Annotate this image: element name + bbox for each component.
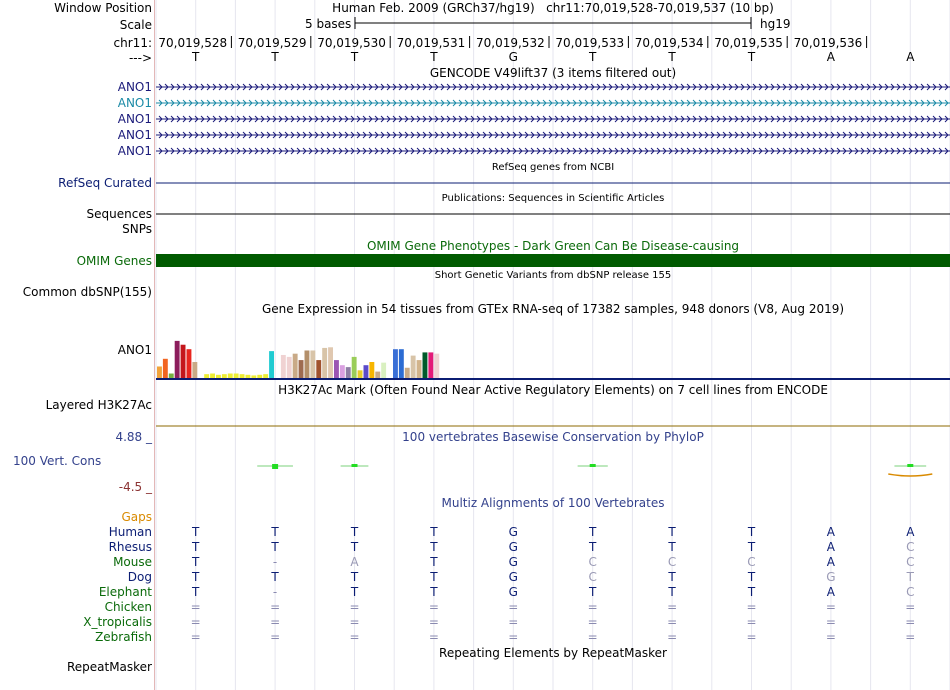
gtex-tissue-bar — [305, 350, 310, 378]
species-label[interactable]: Chicken — [104, 600, 152, 614]
gtex-tissue-bar — [299, 360, 304, 378]
phylop-score-mark — [352, 464, 358, 467]
reference-base: T — [668, 50, 676, 64]
window-position-label: Window Position — [54, 1, 152, 15]
phylop-label[interactable]: 100 Vert. Cons — [13, 454, 102, 468]
alignment-base: A — [350, 555, 359, 569]
ruler-position[interactable]: 70,019,533 — [555, 36, 625, 50]
alignment-base: = — [905, 630, 916, 644]
alignment-base: = — [270, 615, 281, 629]
multiz-title[interactable]: Multiz Alignments of 100 Vertebrates — [441, 496, 665, 510]
gtex-tissue-bar — [369, 362, 374, 378]
gtex-tissue-bar — [251, 375, 256, 378]
phylop-score-mark — [907, 464, 913, 467]
gtex-tissue-bar — [352, 357, 357, 378]
alignment-base: T — [668, 540, 676, 554]
gtex-tissue-bar — [293, 354, 298, 378]
phylop-negative-mark — [888, 474, 932, 476]
gtex-tissue-bar — [428, 352, 433, 378]
alignment-base: = — [190, 615, 201, 629]
alignment-base: - — [272, 585, 278, 599]
h3k27ac-label[interactable]: Layered H3K27Ac — [45, 398, 152, 412]
gencode-title[interactable]: GENCODE V49lift37 (3 items filtered out) — [429, 66, 677, 80]
alignment-base: = — [587, 615, 598, 629]
alignment-base: T — [747, 585, 756, 599]
reference-base: A — [826, 50, 835, 64]
gencode-transcript-label[interactable]: ANO1 — [117, 80, 152, 94]
alignment-base: = — [508, 600, 519, 614]
reference-base: G — [508, 50, 518, 64]
phylop-title[interactable]: 100 vertebrates Basewise Conservation by PhyloP — [402, 430, 704, 444]
alignment-base: T — [747, 525, 756, 539]
gtex-tissue-bar — [204, 374, 209, 378]
alignment-base: T — [906, 570, 914, 584]
phylop-bottom-value: -4.5 _ — [118, 480, 152, 494]
omim-title[interactable]: OMIM Gene Phenotypes - Dark Green Can Be Disease-causing — [366, 239, 740, 253]
gtex-tissue-bar — [310, 350, 315, 378]
gtex-tissue-bar — [393, 349, 398, 378]
alignment-base: T — [668, 525, 676, 539]
alignment-base: = — [905, 600, 916, 614]
omim-label[interactable]: OMIM Genes — [76, 254, 152, 268]
gtex-tissue-bar — [157, 366, 162, 378]
alignment-base: = — [667, 600, 678, 614]
alignment-base: = — [587, 630, 598, 644]
alignment-base: - — [272, 555, 278, 569]
species-label[interactable]: Dog — [127, 570, 152, 584]
alignment-base: T — [192, 540, 200, 554]
alignment-base: A — [906, 525, 915, 539]
alignment-base: A — [826, 585, 835, 599]
alignment-base: = — [746, 615, 757, 629]
ruler-position[interactable]: 70,019,529 — [237, 36, 307, 50]
gtex-title[interactable]: Gene Expression in 54 tissues from GTEx RNA-seq of 17382 samples, 948 donors (V8, Aug 2019) — [261, 302, 845, 316]
alignment-base: T — [192, 570, 200, 584]
gtex-tissue-bar — [346, 367, 351, 378]
ruler-position[interactable]: 70,019,530 — [317, 36, 386, 50]
phylop-top-value: 4.88 _ — [115, 430, 152, 444]
gencode-transcript — [156, 116, 950, 122]
gtex-tissue-bar — [328, 347, 333, 378]
gtex-tissue-bar — [181, 345, 186, 378]
h3k27ac-title[interactable]: H3K27Ac Mark (Often Found Near Active Regulatory Elements) on 7 cell lines from ENCODE — [278, 383, 828, 397]
gtex-tissue-bar — [434, 354, 439, 378]
alignment-base: = — [825, 630, 836, 644]
alignment-base: T — [589, 525, 597, 539]
reference-base: T — [747, 50, 756, 64]
strand-label: ---> — [128, 51, 152, 65]
alignment-base: = — [825, 615, 836, 629]
repeat-title[interactable]: Repeating Elements by RepeatMasker — [439, 646, 667, 660]
alignment-base: T — [430, 555, 438, 569]
alignment-base: T — [271, 525, 279, 539]
alignment-base: = — [905, 615, 916, 629]
dbsnp-title[interactable]: Short Genetic Variants from dbSNP release 155 — [434, 270, 672, 281]
alignment-base: G — [826, 570, 836, 584]
gtex-tissue-bar — [411, 356, 416, 378]
gtex-tissue-bar — [222, 374, 227, 378]
gtex-tissue-bar — [322, 348, 327, 378]
alignment-base: T — [350, 585, 359, 599]
gtex-tissue-bar — [358, 370, 363, 378]
gtex-tissue-bar — [340, 365, 345, 378]
alignment-base: T — [350, 540, 359, 554]
alignment-base: T — [430, 540, 438, 554]
alignment-base: = — [428, 600, 439, 614]
alignment-base: = — [428, 615, 439, 629]
alignment-base: T — [192, 585, 200, 599]
gtex-tissue-bar — [228, 374, 233, 378]
alignment-base: A — [826, 555, 835, 569]
alignment-base: T — [589, 540, 597, 554]
alignment-base: T — [668, 585, 676, 599]
gtex-tissue-bar — [375, 372, 380, 378]
dbsnp-label[interactable]: Common dbSNP(155) — [22, 285, 152, 299]
species-label[interactable]: Rhesus — [108, 540, 152, 554]
alignment-base: T — [192, 555, 200, 569]
reference-base: T — [589, 50, 597, 64]
ruler-position[interactable]: 70,019,534 — [634, 36, 704, 50]
phylop-score-mark — [272, 464, 278, 469]
gtex-tissue-bar — [334, 360, 339, 378]
species-label[interactable]: Zebrafish — [95, 630, 152, 644]
gtex-tissue-bar — [405, 368, 410, 378]
alignment-base: = — [667, 630, 678, 644]
ruler-position[interactable]: 70,019,532 — [476, 36, 545, 50]
gtex-tissue-bar — [216, 375, 221, 378]
gtex-tissue-bar — [169, 374, 174, 378]
alignment-base: = — [587, 600, 598, 614]
alignment-base: G — [508, 585, 518, 599]
alignment-base: T — [589, 585, 597, 599]
gtex-tissue-bar — [399, 349, 404, 378]
refseq-label[interactable]: RefSeq Curated — [58, 176, 152, 190]
alignment-base: C — [906, 555, 915, 569]
reference-base: A — [906, 50, 915, 64]
ruler-position[interactable]: 70,019,536 — [793, 36, 863, 50]
gencode-transcript-label[interactable]: ANO1 — [117, 144, 152, 158]
ruler-position[interactable]: 70,019,528 — [158, 36, 228, 50]
alignment-base: T — [430, 570, 438, 584]
repeat-label[interactable]: RepeatMasker — [66, 660, 152, 674]
alignment-base: C — [588, 570, 597, 584]
gtex-tissue-bar — [269, 351, 274, 378]
gencode-transcript — [156, 84, 950, 90]
alignment-base: = — [349, 615, 360, 629]
alignment-base: G — [508, 555, 518, 569]
alignment-base: T — [430, 525, 438, 539]
alignment-base: = — [190, 630, 201, 644]
gtex-label[interactable]: ANO1 — [117, 343, 152, 357]
species-label[interactable]: Elephant — [98, 585, 152, 599]
gaps-label[interactable]: Gaps — [121, 510, 152, 524]
gtex-tissue-bar — [417, 360, 422, 378]
alignment-base: C — [906, 585, 915, 599]
alignment-base: G — [508, 540, 518, 554]
gtex-tissue-bar — [175, 341, 180, 378]
gtex-tissue-bar — [234, 374, 239, 378]
alignment-base: = — [508, 630, 519, 644]
alignment-base: G — [508, 570, 518, 584]
phylop-score-mark — [590, 464, 596, 467]
alignment-base: T — [430, 585, 438, 599]
gencode-transcript-label[interactable]: ANO1 — [117, 128, 152, 142]
gencode-transcript-label[interactable]: ANO1 — [117, 112, 152, 126]
reference-base: T — [430, 50, 438, 64]
alignment-base: = — [825, 600, 836, 614]
alignment-base: G — [508, 525, 518, 539]
alignment-base: T — [350, 525, 359, 539]
scale-assembly: hg19 — [760, 17, 791, 31]
refseq-title[interactable]: RefSeq genes from NCBI — [491, 162, 615, 173]
reference-base: T — [350, 50, 359, 64]
alignment-base: = — [508, 615, 519, 629]
gtex-tissue-bar — [364, 365, 369, 378]
alignment-base: = — [746, 630, 757, 644]
alignment-base: T — [747, 540, 756, 554]
window-position-value[interactable]: Human Feb. 2009 (GRCh37/hg19) chr11:70,019,528-70,019,537 (10 bp) — [332, 1, 774, 15]
reference-base: T — [192, 50, 200, 64]
gtex-tissue-bar — [246, 375, 251, 378]
gtex-tissue-bar — [316, 360, 321, 378]
alignment-base: C — [906, 540, 915, 554]
alignment-base: T — [271, 570, 279, 584]
alignment-base: = — [349, 600, 360, 614]
gencode-transcript — [156, 100, 950, 106]
scale-text: 5 bases — [305, 17, 352, 31]
snps-label[interactable]: SNPs — [122, 222, 152, 236]
gtex-tissue-bar — [381, 363, 386, 378]
gtex-tissue-bar — [210, 374, 215, 378]
publications-title[interactable]: Publications: Sequences in Scientific Articles — [441, 193, 665, 204]
alignment-base: = — [190, 600, 201, 614]
alignment-base: = — [746, 600, 757, 614]
gencode-transcript — [156, 148, 950, 154]
species-label[interactable]: Human — [108, 525, 152, 539]
gtex-tissue-bar — [423, 352, 428, 378]
gtex-tissue-bar — [263, 374, 268, 378]
alignment-base: A — [826, 540, 835, 554]
alignment-base: = — [428, 630, 439, 644]
chrom-label: chr11: — [113, 36, 152, 50]
gtex-tissue-bar — [163, 359, 168, 378]
alignment-base: T — [668, 570, 676, 584]
alignment-base: = — [667, 615, 678, 629]
gtex-tissue-bar — [257, 375, 262, 378]
gtex-tissue-bar — [287, 357, 292, 378]
gencode-transcript-label[interactable]: ANO1 — [117, 96, 152, 110]
alignment-base: = — [270, 630, 281, 644]
omim-gene-bar — [156, 254, 950, 267]
alignment-base: C — [747, 555, 756, 569]
gtex-tissue-bar — [240, 374, 245, 378]
alignment-base: T — [747, 570, 756, 584]
reference-base: T — [271, 50, 279, 64]
sequences-label[interactable]: Sequences — [86, 207, 152, 221]
alignment-base: A — [826, 525, 835, 539]
species-label[interactable]: X_tropicalis — [83, 615, 152, 629]
alignment-base: = — [270, 600, 281, 614]
ruler-position[interactable]: 70,019,535 — [714, 36, 783, 50]
alignment-base: T — [271, 540, 279, 554]
alignment-base: T — [192, 525, 200, 539]
gtex-tissue-bar — [187, 349, 192, 378]
gtex-tissue-bar — [192, 362, 197, 378]
alignment-base: C — [667, 555, 677, 569]
scale-label: Scale — [119, 18, 152, 32]
species-label[interactable]: Mouse — [113, 555, 152, 569]
gencode-transcript — [156, 132, 950, 138]
alignment-base: = — [349, 630, 360, 644]
alignment-base: C — [588, 555, 597, 569]
alignment-base: T — [350, 570, 359, 584]
ruler-position[interactable]: 70,019,531 — [396, 36, 466, 50]
gtex-tissue-bar — [281, 355, 286, 378]
